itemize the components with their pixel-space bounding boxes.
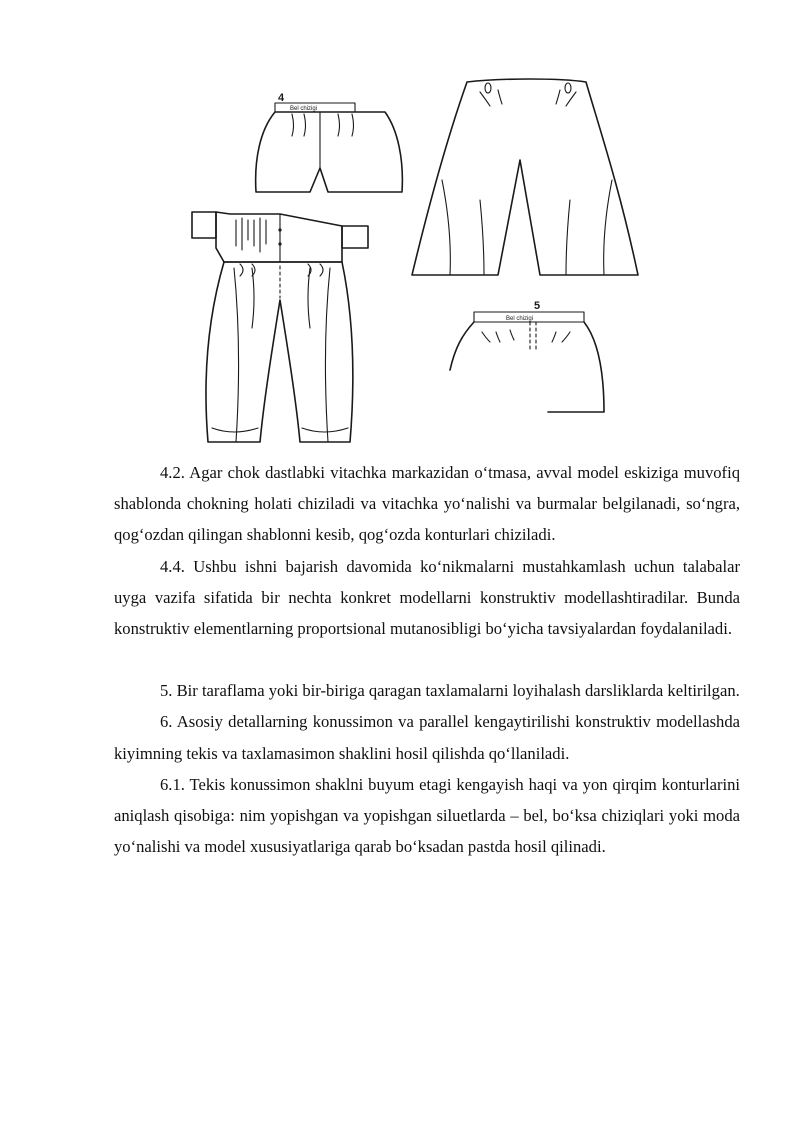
body-text xyxy=(114,457,740,862)
trouser-waist-text: Bel chizigi xyxy=(506,316,534,322)
paragraph-5: 5. Bir taraflama yoki bir-biriga qaragan taxlamalarni loyihalash darsliklarda keltirilgan. xyxy=(160,681,740,701)
jumpsuit-drawing xyxy=(192,212,368,442)
trouser-top-drawing xyxy=(450,300,604,412)
garment-sketches xyxy=(180,70,650,455)
figure-label-5: 5 xyxy=(534,300,541,312)
shorts-drawing xyxy=(256,92,403,192)
paragraph-4-2: 4.2. Agar chok dastlabki vitachka markazidan o‘tmasa, avval model eskiziga muvofiq shablonda chokning holati chiziladi va vitachka yo‘nalishi va burmalar belgilanadi, so‘ngra, qog‘ozdan qilingan shablonni kesib, qog‘ozda konturlari chiziladi. xyxy=(114,463,740,545)
wide-trousers-drawing xyxy=(412,79,638,275)
pattern-illustration xyxy=(180,70,650,455)
shorts-waist-text: Bel chizigi xyxy=(290,106,318,112)
paragraph-4-4: 4.4. Ushbu ishni bajarish davomida ko‘nikmalarni mustahkamlash uchun talabalar uyga vazifa sifatida bir nechta konkret modellarni konstruktiv modellashtiradilar. Bunda konstruktiv elementlarning proportsional mutanosibligi bo‘yicha tavsiyalardan foydalaniladi. xyxy=(114,556,740,639)
shorts-outline xyxy=(256,112,403,192)
paragraph-6-1: 6.1. Tekis konussimon shaklni buyum etagi kengayish haqi va yon qirqim konturlarini aniqlash qisobiga: nim yopishgan va yopishgan siluetlarda – bel, bo‘ksa chiziqlari yoki moda yo‘nalishi va model xususiyatlariga qarab bo‘ksadan pastda hosil qilinadi. xyxy=(114,774,740,857)
paragraph-6: 6. Asosiy detallarning konussimon va parallel kengaytirilishi konstruktiv modellashda kiyimning tekis va taxlamasimon shaklini hosil qilishda qo‘llaniladi. xyxy=(114,712,740,763)
figure-label-4: 4 xyxy=(278,92,285,104)
